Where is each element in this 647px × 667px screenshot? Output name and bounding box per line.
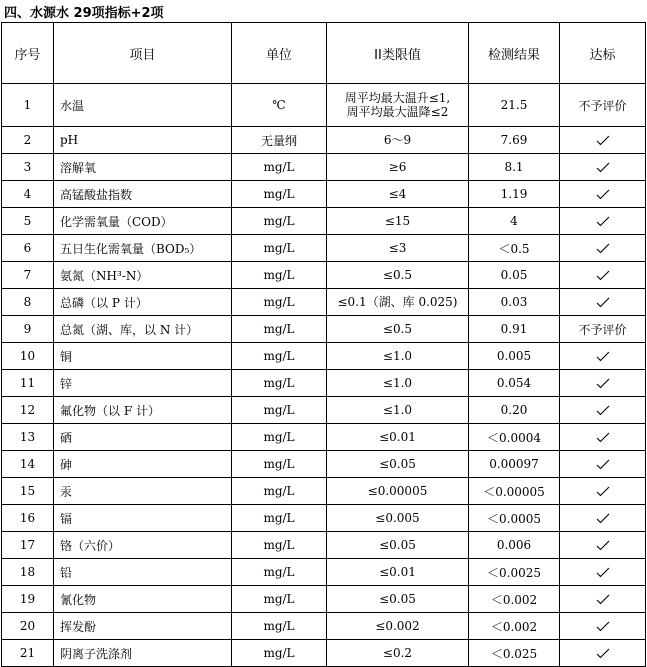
limit-line: ≤1.0	[382, 376, 413, 390]
cell-result: 7.69	[469, 127, 560, 154]
cell-no: 13	[2, 424, 54, 451]
cell-item: 汞	[54, 478, 232, 505]
cell-limit	[327, 559, 469, 586]
header-limit: II类限值	[327, 23, 469, 84]
cell-unit: mg/L	[232, 208, 327, 235]
cell-unit: mg/L	[232, 586, 327, 613]
cell-limit	[327, 505, 469, 532]
cell-item: 铜	[54, 343, 232, 370]
cell-limit	[327, 235, 469, 262]
cell-item: 氟化物（以 F 计）	[54, 397, 232, 424]
cell-result: 21.5	[469, 84, 560, 127]
cell-limit	[327, 262, 469, 289]
cell-limit	[327, 397, 469, 424]
checkmark-icon	[595, 215, 611, 227]
cell-result: 0.20	[469, 397, 560, 424]
limit-line: ≤0.00005	[367, 484, 428, 498]
cell-status	[560, 397, 646, 424]
cell-limit	[327, 289, 469, 316]
cell-limit	[327, 84, 469, 127]
cell-unit: mg/L	[232, 370, 327, 397]
checkmark-icon	[595, 242, 611, 254]
cell-result: ＜0.0004	[469, 424, 560, 451]
table-row	[2, 343, 646, 370]
cell-item: 氰化物	[54, 586, 232, 613]
limit-line: ≤0.5	[382, 268, 413, 282]
table-row	[2, 424, 646, 451]
table-row	[2, 235, 646, 262]
header-result: 检测结果	[469, 23, 560, 84]
limit-line: ≤0.05	[379, 538, 416, 552]
limit-line: ≥6	[388, 160, 407, 174]
checkmark-icon	[595, 512, 611, 524]
cell-no: 1	[2, 84, 54, 127]
cell-result: 0.91	[469, 316, 560, 343]
limit-line: ≤0.005	[375, 511, 420, 525]
limit-line: ≤0.1（湖、库 0.025)	[337, 295, 458, 309]
cell-item: 镉	[54, 505, 232, 532]
checkmark-icon	[595, 485, 611, 497]
header-row	[2, 23, 646, 84]
cell-item: 总氮（湖、库，以 N 计）	[54, 316, 232, 343]
cell-result: 8.1	[469, 154, 560, 181]
checkmark-icon	[595, 377, 611, 389]
table-row	[2, 640, 646, 667]
cell-status	[560, 559, 646, 586]
checkmark-icon	[595, 539, 611, 551]
cell-status	[560, 289, 646, 316]
cell-no: 21	[2, 640, 54, 667]
table-row	[2, 289, 646, 316]
cell-status	[560, 424, 646, 451]
cell-no: 18	[2, 559, 54, 586]
limit-line: ≤3	[388, 241, 407, 255]
cell-unit: ℃	[232, 84, 327, 127]
cell-status	[560, 370, 646, 397]
cell-status	[560, 154, 646, 181]
limit-line: ≤1.0	[382, 403, 413, 417]
cell-limit	[327, 343, 469, 370]
cell-item: 阴离子洗涤剂	[54, 640, 232, 667]
limit-line: ≤0.5	[382, 322, 413, 336]
cell-result: 0.03	[469, 289, 560, 316]
cell-no: 11	[2, 370, 54, 397]
cell-limit	[327, 478, 469, 505]
cell-limit	[327, 586, 469, 613]
cell-result: ＜0.025	[469, 640, 560, 667]
cell-no: 15	[2, 478, 54, 505]
limit-line: ≤0.002	[375, 619, 420, 633]
checkmark-icon	[595, 593, 611, 605]
limit-line: ≤15	[384, 214, 411, 228]
cell-unit: 无量纲	[232, 127, 327, 154]
cell-status	[560, 586, 646, 613]
cell-no: 17	[2, 532, 54, 559]
cell-result: ＜0.0005	[469, 505, 560, 532]
cell-result: ＜0.002	[469, 613, 560, 640]
cell-limit	[327, 208, 469, 235]
table-row	[2, 181, 646, 208]
cell-unit: mg/L	[232, 640, 327, 667]
cell-status	[560, 640, 646, 667]
cell-status	[560, 235, 646, 262]
cell-result: 1.19	[469, 181, 560, 208]
cell-no: 5	[2, 208, 54, 235]
header-status: 达标	[560, 23, 646, 84]
cell-no: 12	[2, 397, 54, 424]
cell-unit: mg/L	[232, 532, 327, 559]
cell-status	[560, 505, 646, 532]
header-no: 序号	[2, 23, 54, 84]
checkmark-icon	[595, 431, 611, 443]
cell-no: 14	[2, 451, 54, 478]
cell-status	[560, 613, 646, 640]
water-quality-table	[1, 22, 646, 667]
header-item: 项目	[54, 23, 232, 84]
cell-item: 总磷（以 P 计）	[54, 289, 232, 316]
table-row	[2, 127, 646, 154]
cell-result: 4	[469, 208, 560, 235]
cell-result: 0.005	[469, 343, 560, 370]
cell-limit	[327, 154, 469, 181]
cell-status	[560, 532, 646, 559]
cell-unit: mg/L	[232, 289, 327, 316]
cell-unit: mg/L	[232, 451, 327, 478]
table-body	[2, 84, 646, 667]
cell-item: 锌	[54, 370, 232, 397]
cell-unit: mg/L	[232, 613, 327, 640]
limit-line: ≤0.05	[379, 592, 416, 606]
limit-line: ≤0.01	[379, 430, 416, 444]
cell-status	[560, 478, 646, 505]
cell-limit	[327, 640, 469, 667]
cell-unit: mg/L	[232, 154, 327, 181]
cell-status: 不予评价	[560, 316, 646, 343]
cell-limit	[327, 181, 469, 208]
checkmark-icon	[595, 134, 611, 146]
cell-limit	[327, 424, 469, 451]
table-row	[2, 154, 646, 181]
checkmark-icon	[595, 620, 611, 632]
checkmark-icon	[595, 566, 611, 578]
cell-limit	[327, 316, 469, 343]
cell-status	[560, 127, 646, 154]
cell-limit	[327, 127, 469, 154]
table-row	[2, 262, 646, 289]
cell-limit	[327, 613, 469, 640]
cell-no: 10	[2, 343, 54, 370]
cell-no: 4	[2, 181, 54, 208]
cell-status	[560, 343, 646, 370]
cell-item: 溶解氧	[54, 154, 232, 181]
limit-line: 周平均最大温降≤2	[346, 105, 449, 119]
cell-unit: mg/L	[232, 424, 327, 451]
table-row	[2, 586, 646, 613]
cell-unit: mg/L	[232, 235, 327, 262]
table-row	[2, 532, 646, 559]
limit-line: 6～9	[383, 133, 412, 147]
cell-result: ＜0.5	[469, 235, 560, 262]
cell-status	[560, 451, 646, 478]
cell-limit	[327, 370, 469, 397]
table-row	[2, 397, 646, 424]
cell-no: 2	[2, 127, 54, 154]
cell-no: 19	[2, 586, 54, 613]
cell-status	[560, 181, 646, 208]
checkmark-icon	[595, 296, 611, 308]
checkmark-icon	[595, 458, 611, 470]
checkmark-icon	[595, 350, 611, 362]
limit-line: ≤4	[388, 187, 407, 201]
cell-item: 铅	[54, 559, 232, 586]
cell-no: 8	[2, 289, 54, 316]
table-row	[2, 84, 646, 127]
cell-item: 五日生化需氧量（BOD₅）	[54, 235, 232, 262]
cell-unit: mg/L	[232, 181, 327, 208]
checkmark-icon	[595, 647, 611, 659]
cell-unit: mg/L	[232, 397, 327, 424]
cell-item: 硒	[54, 424, 232, 451]
limit-line: ≤0.05	[379, 457, 416, 471]
cell-unit: mg/L	[232, 262, 327, 289]
cell-item: 高锰酸盐指数	[54, 181, 232, 208]
cell-result: 0.00097	[469, 451, 560, 478]
cell-unit: mg/L	[232, 505, 327, 532]
checkmark-icon	[595, 188, 611, 200]
cell-result: 0.006	[469, 532, 560, 559]
table-row	[2, 370, 646, 397]
cell-no: 6	[2, 235, 54, 262]
checkmark-icon	[595, 269, 611, 281]
limit-line: ≤0.2	[382, 646, 413, 660]
cell-no: 7	[2, 262, 54, 289]
cell-item: 氨氮（NH³-N）	[54, 262, 232, 289]
limit-line: 周平均最大温升≤1,	[344, 91, 451, 105]
cell-item: 水温	[54, 84, 232, 127]
cell-item: pH	[54, 127, 232, 154]
table-row	[2, 451, 646, 478]
cell-no: 20	[2, 613, 54, 640]
cell-status	[560, 208, 646, 235]
cell-item: 挥发酚	[54, 613, 232, 640]
table-row	[2, 478, 646, 505]
cell-item: 化学需氧量（COD）	[54, 208, 232, 235]
checkmark-icon	[595, 404, 611, 416]
table-row	[2, 559, 646, 586]
cell-limit	[327, 532, 469, 559]
cell-item: 铬（六价）	[54, 532, 232, 559]
cell-no: 9	[2, 316, 54, 343]
table-row	[2, 208, 646, 235]
limit-line: ≤0.01	[379, 565, 416, 579]
table-row	[2, 613, 646, 640]
cell-unit: mg/L	[232, 478, 327, 505]
header-unit: 单位	[232, 23, 327, 84]
cell-result: ＜0.00005	[469, 478, 560, 505]
cell-unit: mg/L	[232, 343, 327, 370]
cell-no: 3	[2, 154, 54, 181]
checkmark-icon	[595, 161, 611, 173]
page-title: 四、水源水 29项指标+2项	[4, 6, 164, 21]
cell-status: 不予评价	[560, 84, 646, 127]
cell-item: 砷	[54, 451, 232, 478]
cell-no: 16	[2, 505, 54, 532]
cell-result: ＜0.002	[469, 586, 560, 613]
cell-unit: mg/L	[232, 316, 327, 343]
cell-status	[560, 262, 646, 289]
cell-result: ＜0.0025	[469, 559, 560, 586]
cell-result: 0.05	[469, 262, 560, 289]
table-row	[2, 505, 646, 532]
limit-line: ≤1.0	[382, 349, 413, 363]
table-row	[2, 316, 646, 343]
cell-unit: mg/L	[232, 559, 327, 586]
cell-limit	[327, 451, 469, 478]
cell-result: 0.054	[469, 370, 560, 397]
